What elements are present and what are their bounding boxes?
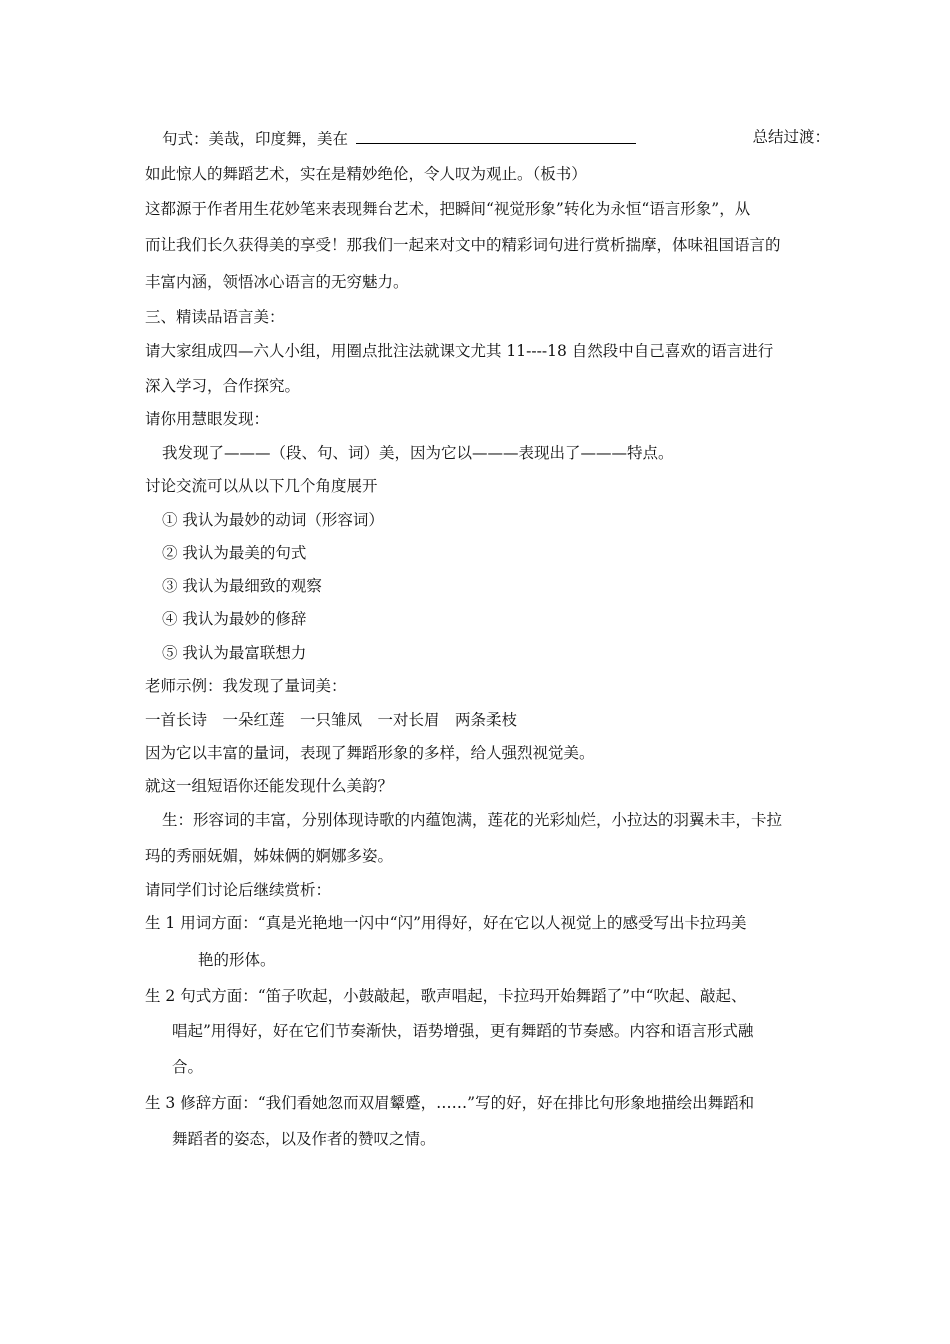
fill-in-blank-line [356, 127, 636, 144]
summary-transition-label: 总结过渡： [752, 128, 830, 146]
text-line: 深入学习，合作探究。 [145, 377, 301, 395]
text-line: 讨论交流可以从以下几个角度展开 [145, 477, 378, 495]
text-line: 生：形容词的丰富，分别体现诗歌的内蕴饱满，莲花的光彩灿烂，小拉达的羽翼未丰，卡拉 [162, 811, 783, 829]
text-line: 而让我们长久获得美的享受！那我们一起来对文中的精彩词句进行赏析揣摩，体味祖国语言的 [145, 236, 781, 254]
sentence-pattern-line [162, 127, 830, 149]
section-heading: 三、精读品语言美： [145, 308, 285, 326]
list-item: ② 我认为最美的句式 [162, 544, 307, 562]
text-line: 请大家组成四—六人小组，用圈点批注法就课文尤其 11----18 自然段中自己喜欢的语言进行 [145, 342, 774, 360]
text-line: 丰富内涵，领悟冰心语言的无穷魅力。 [145, 273, 409, 291]
text-line: 就这一组短语你还能发现什么美韵？ [145, 777, 394, 795]
text-line: 唱起”用得好，好在它们节奏渐快，语势增强，更有舞蹈的节奏感。内容和语言形式融 [172, 1022, 754, 1040]
sentence-pattern-text: 句式：美哉，印度舞，美在 [162, 130, 349, 148]
text-line: 请你用慧眼发现： [145, 410, 270, 428]
list-item: ④ 我认为最妙的修辞 [162, 610, 307, 628]
text-line: 舞蹈者的姿态，以及作者的赞叹之情。 [172, 1130, 436, 1148]
text-line: 生 3 修辞方面：“我们看她忽而双眉颦蹙，……”写的好，好在排比句形象地描绘出舞蹈和 [145, 1094, 755, 1112]
list-item: ① 我认为最妙的动词（形容词） [162, 511, 384, 529]
text-line: 玛的秀丽妩媚，姊妹俩的婀娜多姿。 [145, 847, 394, 865]
text-line: 合。 [172, 1058, 204, 1076]
list-item: ⑤ 我认为最富联想力 [162, 644, 307, 662]
text-line: 我发现了———（段、句、词）美，因为它以———表现出了———特点。 [162, 444, 674, 462]
text-line: 老师示例：我发现了量词美： [145, 677, 347, 695]
text-line: 艳的形体。 [198, 951, 276, 969]
list-item: ③ 我认为最细致的观察 [162, 577, 322, 595]
text-line: 如此惊人的舞蹈艺术，实在是精妙绝伦，令人叹为观止。（板书） [145, 165, 587, 183]
text-line: 生 2 句式方面：“笛子吹起，小鼓敲起，歌声唱起，卡拉玛开始舞蹈了”中“吹起、敲起、 [145, 987, 747, 1005]
text-line: 因为它以丰富的量词，表现了舞蹈形象的多样，给人强烈视觉美。 [145, 744, 595, 762]
text-line: 这都源于作者用生花妙笔来表现舞台艺术，把瞬间“视觉形象”转化为永恒“语言形象”，从 [145, 200, 751, 218]
text-line: 一首长诗 一朵红莲 一只雏凤 一对长眉 两条柔枝 [145, 711, 518, 729]
text-line: 生 1 用词方面：“真是光艳地一闪中“闪”用得好，好在它以人视觉上的感受写出卡拉玛美 [145, 914, 747, 932]
text-line: 请同学们讨论后继续赏析： [145, 881, 332, 899]
